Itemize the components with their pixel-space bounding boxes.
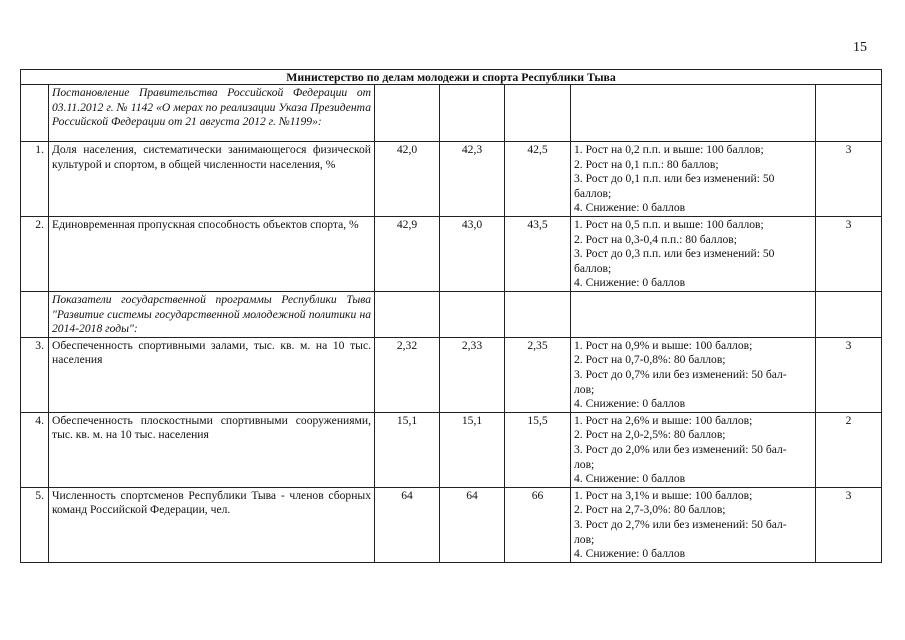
row-number: 2.: [21, 216, 49, 291]
criteria-line: баллов;: [574, 186, 612, 200]
ministry-header: Министерство по делам молодежи и спорта Республики Тыва: [21, 70, 882, 85]
criteria-line: 3. Рост до 0,7% или без изменений: 50 бал-: [574, 367, 787, 381]
criteria-line: 4. Снижение: 0 баллов: [574, 201, 686, 215]
criteria-line: 4. Снижение: 0 баллов: [574, 276, 686, 290]
value-3: 15,5: [505, 412, 571, 487]
criteria-line: 2. Рост на 0,7-0,8%: 80 баллов;: [574, 353, 726, 367]
table-row: [21, 216, 882, 291]
criteria-line: 3. Рост до 2,7% или без изменений: 50 бал-: [574, 517, 787, 531]
score: 3: [816, 142, 882, 217]
indicator-name: Доля населения, систематически занимающегося физической культурой и спортом, в общей численности населения, %: [49, 142, 375, 217]
table-row: [21, 337, 882, 412]
value-2: 42,3: [440, 142, 505, 217]
section-heading-decree: Постановление Правительства Российской Федерации от 03.11.2012 г. № 1142 «О мерах по реализации Указа Президента Российской Федерации от 21 августа 2012 г. №1199»:: [49, 85, 375, 142]
value-1: 2,32: [375, 337, 440, 412]
table-row: [21, 487, 882, 562]
criteria: [571, 216, 816, 291]
criteria-line: 1. Рост на 0,9% и выше: 100 баллов;: [574, 338, 753, 352]
criteria-line: лов;: [574, 532, 595, 546]
table-row: [21, 412, 882, 487]
indicator-name: Обеспеченность спортивными залами, тыс. кв. м. на 10 тыс. населения: [49, 337, 375, 412]
indicator-name: Обеспеченность плоскостными спортивными сооружениями, тыс. кв. м. на 10 тыс. населения: [49, 412, 375, 487]
indicator-name: Численность спортсменов Республики Тыва - членов сборных команд Российской Федерации, чел.: [49, 487, 375, 562]
criteria: [571, 337, 816, 412]
criteria-line: 2. Рост на 0,3-0,4 п.п.: 80 баллов;: [574, 232, 737, 246]
row-number: 1.: [21, 142, 49, 217]
criteria-line: 3. Рост до 0,1 п.п. или без изменений: 50: [574, 172, 775, 186]
section-heading-program: Показатели государственной программы Республики Тыва "Развитие системы государственной молодежной политики на 2014-2018 годы":: [49, 291, 375, 337]
ministry-header-row: [21, 70, 882, 85]
value-3: 2,35: [505, 337, 571, 412]
criteria: [571, 412, 816, 487]
value-3: 43,5: [505, 216, 571, 291]
table-row: [21, 142, 882, 217]
score: 3: [816, 487, 882, 562]
criteria-line: лов;: [574, 457, 595, 471]
criteria: [571, 487, 816, 562]
criteria-line: 4. Снижение: 0 баллов: [574, 472, 686, 486]
criteria-line: 4. Снижение: 0 баллов: [574, 397, 686, 411]
section-heading-row: [21, 85, 882, 142]
value-2: 2,33: [440, 337, 505, 412]
criteria-line: 2. Рост на 2,7-3,0%: 80 баллов;: [574, 503, 726, 517]
page-number: 15: [853, 40, 867, 55]
row-number: 5.: [21, 487, 49, 562]
value-1: 15,1: [375, 412, 440, 487]
criteria-line: баллов;: [574, 261, 612, 275]
value-1: 42,0: [375, 142, 440, 217]
value-3: 42,5: [505, 142, 571, 217]
score: 3: [816, 337, 882, 412]
criteria-line: 2. Рост на 2,0-2,5%: 80 баллов;: [574, 428, 726, 442]
indicators-table: [20, 69, 882, 563]
criteria-line: 1. Рост на 3,1% и выше: 100 баллов;: [574, 488, 753, 502]
value-1: 42,9: [375, 216, 440, 291]
criteria-line: 1. Рост на 2,6% и выше: 100 баллов;: [574, 413, 753, 427]
criteria-line: 3. Рост до 2,0% или без изменений: 50 бал-: [574, 442, 787, 456]
row-number: 4.: [21, 412, 49, 487]
value-2: 15,1: [440, 412, 505, 487]
value-2: 64: [440, 487, 505, 562]
section-heading-row: [21, 291, 882, 337]
criteria-line: 1. Рост на 0,2 п.п. и выше: 100 баллов;: [574, 143, 764, 156]
criteria: [571, 142, 816, 217]
value-3: 66: [505, 487, 571, 562]
criteria-line: 2. Рост на 0,1 п.п.: 80 баллов;: [574, 157, 719, 171]
criteria-line: 1. Рост на 0,5 п.п. и выше: 100 баллов;: [574, 217, 764, 231]
value-1: 64: [375, 487, 440, 562]
indicator-name: Единовременная пропускная способность объектов спорта, %: [49, 216, 375, 291]
score: 3: [816, 216, 882, 291]
criteria-line: 4. Снижение: 0 баллов: [574, 547, 686, 561]
criteria-line: 3. Рост до 0,3 п.п. или без изменений: 50: [574, 247, 775, 261]
value-2: 43,0: [440, 216, 505, 291]
criteria-line: лов;: [574, 382, 595, 396]
row-number: 3.: [21, 337, 49, 412]
score: 2: [816, 412, 882, 487]
